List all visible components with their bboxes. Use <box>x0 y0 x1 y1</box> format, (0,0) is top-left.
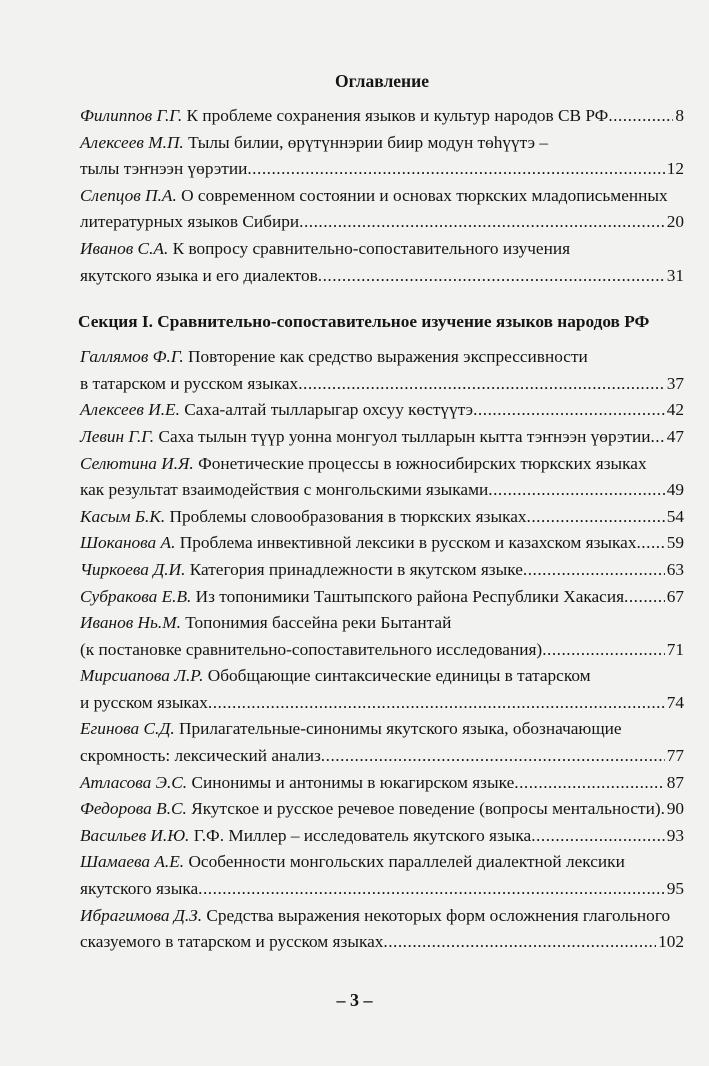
dot-leader <box>473 397 665 424</box>
entry-text <box>80 156 247 183</box>
entry-title: якутского языка <box>80 879 199 899</box>
dot-leader <box>636 530 664 557</box>
entry-author: Галлямов Ф.Г. <box>80 347 184 367</box>
entry-page: 37 <box>666 373 684 393</box>
toc-line <box>80 103 684 130</box>
toc-entry <box>80 130 684 183</box>
entry-title: (к постановке сравнительно-сопоставительного исследования) <box>80 639 543 659</box>
entry-page: 47 <box>666 426 684 446</box>
toc-line <box>80 263 684 290</box>
toc-line <box>80 130 684 157</box>
toc-line <box>80 477 684 504</box>
dot-leader <box>488 477 664 504</box>
dot-leader <box>318 263 665 290</box>
entry-title: Особенности монгольских параллелей диалектной лексики <box>188 852 625 872</box>
entry-text <box>80 743 321 770</box>
toc-line <box>80 637 684 664</box>
entry-page: 59 <box>666 533 684 553</box>
entry-text <box>80 557 523 584</box>
entry-author: Шоканова А. <box>80 533 176 553</box>
entry-page: 74 <box>666 692 684 712</box>
toc-line <box>80 796 684 823</box>
entry-text <box>80 637 542 664</box>
entry-title: О современном состоянии и основах тюркских младописьменных <box>181 185 668 205</box>
toc-line <box>80 557 684 584</box>
entry-text <box>80 770 514 797</box>
toc-line <box>80 770 684 797</box>
toc-line <box>80 530 684 557</box>
entry-author: Касым Б.К. <box>80 506 166 526</box>
entry-title: Синонимы и антонимы в юкагирском языке <box>191 772 515 792</box>
entry-title: литературных языков Сибири <box>80 212 300 232</box>
entry-title: Повторение как средство выражения экспрессивности <box>188 347 588 367</box>
toc-title: Оглавление <box>335 71 429 91</box>
entry-title: К вопросу сравнительно-сопоставительного изучения <box>172 238 571 258</box>
toc-line <box>80 610 684 637</box>
entry-text <box>80 371 298 398</box>
toc-line <box>80 716 684 743</box>
entry-text <box>80 183 668 210</box>
intro-entries <box>80 103 684 289</box>
entry-page: 12 <box>666 159 684 179</box>
toc-line <box>80 929 684 956</box>
toc-line <box>80 584 684 611</box>
toc-line <box>80 849 684 876</box>
toc-entry <box>80 236 684 289</box>
entry-text <box>80 823 531 850</box>
entry-page: 31 <box>666 265 684 285</box>
toc-line <box>80 371 684 398</box>
dot-leader <box>383 929 656 956</box>
entry-text <box>80 903 670 930</box>
toc-entry <box>80 663 684 716</box>
toc-entry <box>80 451 684 504</box>
entry-title: Г.Ф. Миллер – исследователь якутского языка <box>193 825 532 845</box>
entry-text <box>80 876 198 903</box>
entry-text <box>80 209 299 236</box>
entry-text <box>80 796 661 823</box>
entry-author: Чиркоева Д.И. <box>80 559 186 579</box>
toc-line <box>80 209 684 236</box>
dot-leader <box>321 743 665 770</box>
entry-text <box>80 663 591 690</box>
toc-line <box>80 397 684 424</box>
entry-author: Левин Г.Г. <box>80 426 155 446</box>
entry-text <box>80 504 527 531</box>
entry-author: Васильев И.Ю. <box>80 825 190 845</box>
entry-title: Саха-алтай тылларыгар охсуу көстүүтэ <box>184 400 474 420</box>
entry-title: Проблема инвективной лексики в русском и казахском языках <box>179 533 637 553</box>
toc-entry <box>80 823 684 850</box>
dot-leader <box>299 209 665 236</box>
toc-line <box>80 504 684 531</box>
entry-text <box>80 849 625 876</box>
dot-leader <box>298 371 665 398</box>
dot-leader <box>624 584 665 611</box>
entry-title: как результат взаимодействия с монгольскими языками <box>80 480 489 500</box>
dot-leader <box>523 557 665 584</box>
entry-page: 54 <box>666 506 684 526</box>
dot-leader <box>608 103 673 130</box>
section-entries <box>80 344 684 956</box>
entry-text <box>80 397 473 424</box>
entry-page: 93 <box>666 825 684 845</box>
toc-entry <box>80 530 684 557</box>
toc-entry <box>80 557 684 584</box>
toc-entry <box>80 183 684 236</box>
dot-leader <box>527 504 665 531</box>
entry-page: 77 <box>666 746 684 766</box>
entry-page: 67 <box>666 586 684 606</box>
entry-text <box>80 263 318 290</box>
entry-page: 42 <box>666 400 684 420</box>
entry-page: 49 <box>666 480 684 500</box>
entry-text <box>80 236 570 263</box>
entry-title: Саха тылын түүр уонна монгуол тылларын кытта тэҥнээн үөрэтии <box>158 426 651 446</box>
entry-author: Иванов Нь.М. <box>80 613 181 633</box>
toc-line <box>80 451 684 478</box>
toc-line <box>80 876 684 903</box>
entry-page: 87 <box>666 772 684 792</box>
entry-text <box>80 716 622 743</box>
toc-entry <box>80 504 684 531</box>
entry-author: Алексеев М.П. <box>80 132 184 152</box>
entry-page: 102 <box>658 932 684 952</box>
toc-line <box>80 823 684 850</box>
toc-line <box>80 743 684 770</box>
dot-leader <box>514 770 664 797</box>
entry-author: Егинова С.Д. <box>80 719 175 739</box>
entry-title: тылы тэҥнээн үөрэтии <box>80 159 248 179</box>
toc-line <box>80 183 684 210</box>
entry-author: Атласова Э.С. <box>80 772 188 792</box>
toc-entry <box>80 849 684 902</box>
entry-page: 71 <box>666 639 684 659</box>
entry-author: Филиппов Г.Г. <box>80 106 183 125</box>
entry-title: Из топонимики Таштыпского района Республики Хакасия <box>195 586 625 606</box>
toc-entry <box>80 103 684 130</box>
entry-text <box>80 424 650 451</box>
entry-author: Субракова Е.В. <box>80 586 192 606</box>
toc-entry <box>80 397 684 424</box>
toc-entry <box>80 903 684 956</box>
entry-text <box>80 929 383 956</box>
entry-page: 95 <box>666 879 684 899</box>
dot-leader <box>247 156 664 183</box>
dot-leader <box>650 424 664 451</box>
dot-leader <box>531 823 664 850</box>
entry-title: в татарском и русском языках <box>80 373 299 393</box>
toc-line <box>80 424 684 451</box>
entry-text <box>80 477 488 504</box>
toc-entry <box>80 424 684 451</box>
toc-entry <box>80 584 684 611</box>
entry-author: Федорова В.С. <box>80 799 187 819</box>
entry-title: и русском языках <box>80 692 208 712</box>
dot-leader <box>208 690 665 717</box>
entry-page: 20 <box>666 212 684 232</box>
entry-author: Шамаева А.Е. <box>80 852 185 872</box>
toc-entry <box>80 610 684 663</box>
entry-page: 8 <box>675 106 684 125</box>
entry-title: Якутское и русское речевое поведение (вопросы ментальности) <box>191 799 661 819</box>
entry-text <box>80 344 588 371</box>
section-title: Секция I. Сравнительно-сопоставительное изучение языков народов РФ <box>78 312 650 332</box>
entry-text <box>80 103 608 130</box>
entry-text <box>80 584 624 611</box>
toc-line <box>80 236 684 263</box>
entry-page: 63 <box>666 559 684 579</box>
entry-title: Прилагательные-синонимы якутского языка, обозначающие <box>179 719 622 739</box>
toc-line <box>80 903 684 930</box>
entry-author: Иванов С.А. <box>80 238 169 258</box>
toc-entry <box>80 770 684 797</box>
page-number: – 3 – <box>336 990 373 1010</box>
entry-author: Мирсиапова Л.Р. <box>80 666 204 686</box>
toc-line <box>80 156 684 183</box>
entry-title: якутского языка и его диалектов <box>80 265 318 285</box>
toc-line <box>80 690 684 717</box>
entry-title: сказуемого в татарском и русском языках <box>80 932 384 952</box>
entry-page: 90 <box>666 799 684 819</box>
entry-title: Проблемы словообразования в тюркских языках <box>169 506 527 526</box>
entry-title: Категория принадлежности в якутском языке <box>189 559 523 579</box>
toc-entry <box>80 796 684 823</box>
entry-title: Обобщающие синтаксические единицы в татарском <box>207 666 591 686</box>
toc-entry <box>80 716 684 769</box>
entry-author: Слепцов П.А. <box>80 185 177 205</box>
entry-text <box>80 610 451 637</box>
dot-leader <box>198 876 665 903</box>
entry-author: Ибрагимова Д.З. <box>80 905 203 925</box>
entry-title: Тылы билии, өрүтүннэрии биир модун төһүүтэ – <box>188 132 549 152</box>
table-of-contents <box>80 68 684 956</box>
entry-text <box>80 130 548 157</box>
entry-title: Фонетические процессы в южносибирских тюркских языках <box>198 453 647 473</box>
entry-text <box>80 530 636 557</box>
dot-leader <box>542 637 665 664</box>
entry-title: Средства выражения некоторых форм осложнения глагольного <box>206 905 671 925</box>
entry-author: Алексеев И.Е. <box>80 400 180 420</box>
entry-text <box>80 690 208 717</box>
entry-text <box>80 451 647 478</box>
entry-title: К проблеме сохранения языков и культур народов СВ РФ <box>186 106 609 125</box>
toc-entry <box>80 344 684 397</box>
toc-line <box>80 344 684 371</box>
entry-title: Топонимия бассейна реки Бытантай <box>185 613 452 633</box>
toc-line <box>80 663 684 690</box>
entry-author: Селютина И.Я. <box>80 453 194 473</box>
entry-title: скромность: лексический анализ <box>80 746 321 766</box>
